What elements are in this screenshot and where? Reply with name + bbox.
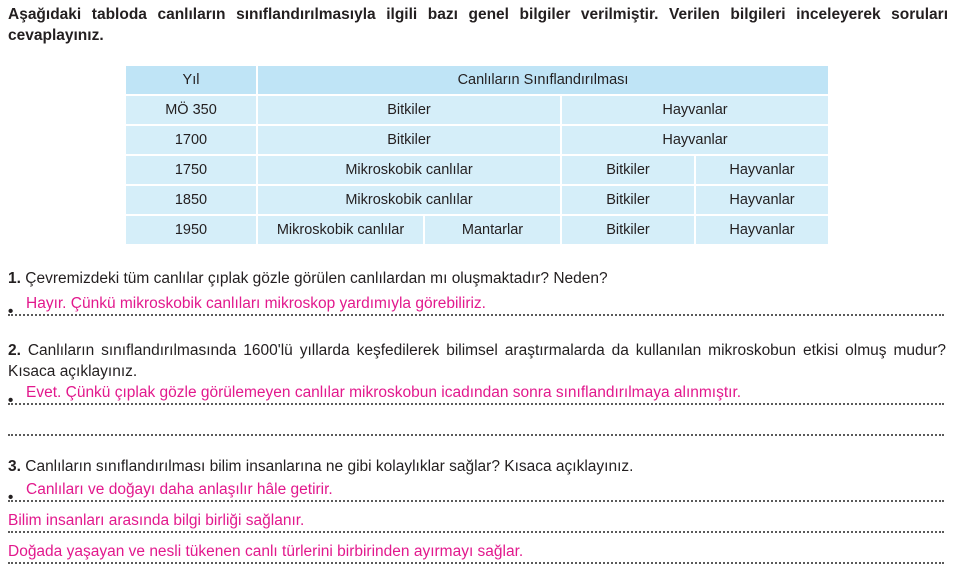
- answer-text: Evet. Çünkü çıplak gözle görülemeyen canlılar mikroskobun icadından sonra sınıflandırılmaya alınmıştır.: [26, 384, 742, 401]
- question-number: 3.: [8, 458, 21, 475]
- question-2: [8, 340, 946, 382]
- question-text: Canlıların sınıflandırılması bilim insanlarına ne gibi kolaylıklar sağlar? Kısaca açıklayınız.: [25, 458, 634, 475]
- question-text: Canlıların sınıflandırılmasında 1600'lü yıllarda keşfedilerek bilimsel araştırmalarda da kullanılan mikroskobun etkisi olmuş mudur? Kısaca açıklayınız.: [8, 342, 946, 380]
- answer-text: Canlıları ve doğayı daha anlaşılır hâle getirir.: [26, 481, 333, 498]
- question-text: Çevremizdeki tüm canlılar çıplak gözle görülen canlılardan mı oluşmaktadır? Neden?: [25, 270, 608, 287]
- bullet-dot: •: [8, 489, 14, 506]
- year-cell: 1750: [125, 155, 257, 185]
- class-cell: Hayvanlar: [695, 215, 829, 245]
- answer-line: [8, 511, 944, 533]
- question-number: 2.: [8, 342, 21, 359]
- class-cell: Bitkiler: [257, 125, 561, 155]
- header-classification: Canlıların Sınıflandırılması: [257, 65, 829, 95]
- question-number: 1.: [8, 270, 21, 287]
- class-cell: Hayvanlar: [561, 95, 829, 125]
- class-cell: Bitkiler: [561, 155, 695, 185]
- answer-line: [8, 542, 944, 564]
- year-cell: MÖ 350: [125, 95, 257, 125]
- class-cell: Bitkiler: [561, 185, 695, 215]
- table-row: [125, 95, 829, 125]
- class-cell: Bitkiler: [257, 95, 561, 125]
- table-header-row: [125, 65, 829, 95]
- class-cell: Mikroskobik canlılar: [257, 155, 561, 185]
- class-cell: Hayvanlar: [561, 125, 829, 155]
- year-cell: 1850: [125, 185, 257, 215]
- class-cell: Bitkiler: [561, 215, 695, 245]
- table-row: [125, 215, 829, 245]
- question-3: [8, 456, 946, 477]
- year-cell: 1950: [125, 215, 257, 245]
- class-cell: Hayvanlar: [695, 155, 829, 185]
- bullet-dot: •: [8, 303, 14, 320]
- class-cell: Mikroskobik canlılar: [257, 215, 424, 245]
- answer-text: Doğada yaşayan ve nesli tükenen canlı türlerini birbirinden ayırmayı sağlar.: [8, 543, 524, 560]
- class-cell: Mantarlar: [424, 215, 561, 245]
- answer-text: Bilim insanları arasında bilgi birliği sağlanır.: [8, 512, 305, 529]
- year-cell: 1700: [125, 125, 257, 155]
- class-cell: Mikroskobik canlılar: [257, 185, 561, 215]
- question-1: [8, 268, 946, 289]
- answer-line: [8, 414, 944, 436]
- bullet-dot: •: [8, 392, 14, 409]
- classification-table: [124, 64, 830, 246]
- answer-text: Hayır. Çünkü mikroskobik canlıları mikroskop yardımıyla görebiliriz.: [26, 295, 486, 312]
- table-row: [125, 185, 829, 215]
- header-year: Yıl: [125, 65, 257, 95]
- class-cell: Hayvanlar: [695, 185, 829, 215]
- answer-line: [8, 294, 944, 316]
- table-row: [125, 125, 829, 155]
- instructions-text: Aşağıdaki tabloda canlıların sınıflandırılmasıyla ilgili bazı genel bilgiler verilmiştir. Verilen bilgileri inceleyerek soruları cevaplayınız.: [8, 6, 948, 44]
- answer-line: [8, 383, 944, 405]
- answer-line: [8, 480, 944, 502]
- table-row: [125, 155, 829, 185]
